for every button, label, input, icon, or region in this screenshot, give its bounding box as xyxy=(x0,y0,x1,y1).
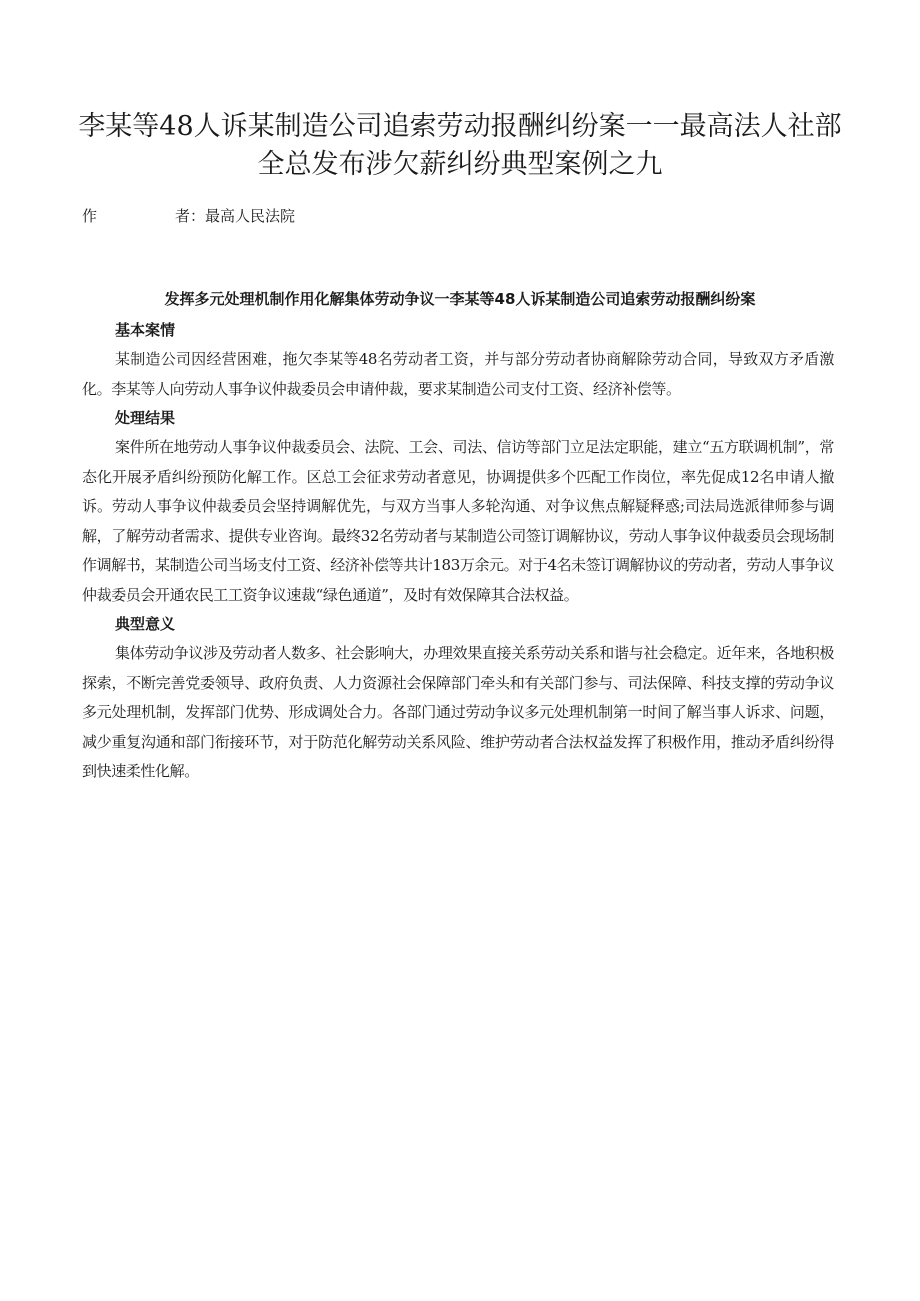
author-line xyxy=(82,205,295,227)
section-heading-significance: 典型意义 xyxy=(115,615,176,633)
author-value: 最高人民法院 xyxy=(205,207,296,225)
section-heading-result: 处理结果 xyxy=(115,409,176,427)
case-subtitle: 发挥多元处理机制作用化解集体劳动争议一李某等48人诉某制造公司追索劳动报酬纠纷案 xyxy=(164,290,756,308)
section-heading-basic-facts: 基本案情 xyxy=(115,321,176,339)
section-text-basic-facts: 某制造公司因经营困难，拖欠李某等48名劳动者工资，并与部分劳动者协商解除劳动合同，导致双方矛盾激化。李某等人向劳动人事争议仲裁委员会申请仲裁，要求某制造公司支付工资、经济补偿等。 xyxy=(82,350,834,398)
title-line-1: 李某等48人诉某制造公司追索劳动报酬纠纷案一一最高法人社部 xyxy=(78,111,842,142)
document-body xyxy=(82,316,834,787)
document-title xyxy=(60,108,860,184)
section-text-significance: 集体劳动争议涉及劳动者人数多、社会影响大，办理效果直接关系劳动关系和谐与社会稳定。近年来，各地积极探索，不断完善党委领导、政府负责、人力资源社会保障部门牵头和有关部门参与、司法保障、科技支撑的劳动争议多元处理机制，发挥部门优势、形成调处合力。各部门通过劳动争议多元处理机制第一时间了解当事人诉求、问题，减少重复沟通和部门衔接环节，对于防范化解劳动关系风险、维护劳动者合法权益发挥了积极作用，推动矛盾纠纷得到快速柔性化解。 xyxy=(82,644,834,780)
author-label-2: 者： xyxy=(175,207,206,225)
section-text-result: 案件所在地劳动人事争议仲裁委员会、法院、工会、司法、信访等部门立足法定职能，建立“五方联调机制”，常态化开展矛盾纠纷预防化解工作。区总工会征求劳动者意见，协调提供多个匹配工作岗位，率先促成12名申请人撤诉。劳动人事争议仲裁委员会坚持调解优先，与双方当事人多轮沟通、对争议焦点解疑释惑;司法局选派律师参与调解，了解劳动者需求、提供专业咨询。最终32名劳动者与某制造公司签订调解协议，劳动人事争议仲裁委员会现场制作调解书，某制造公司当场支付工资、经济补偿等共计183万余元。对于4名未签订调解协议的劳动者，劳动人事争议仲裁委员会开通农民工工资争议速裁“绿色通道”，及时有效保障其合法权益。 xyxy=(82,438,834,604)
author-label-1: 作 xyxy=(82,207,98,225)
title-line-2: 全总发布涉欠薪纠纷典型案例之九 xyxy=(257,149,663,180)
